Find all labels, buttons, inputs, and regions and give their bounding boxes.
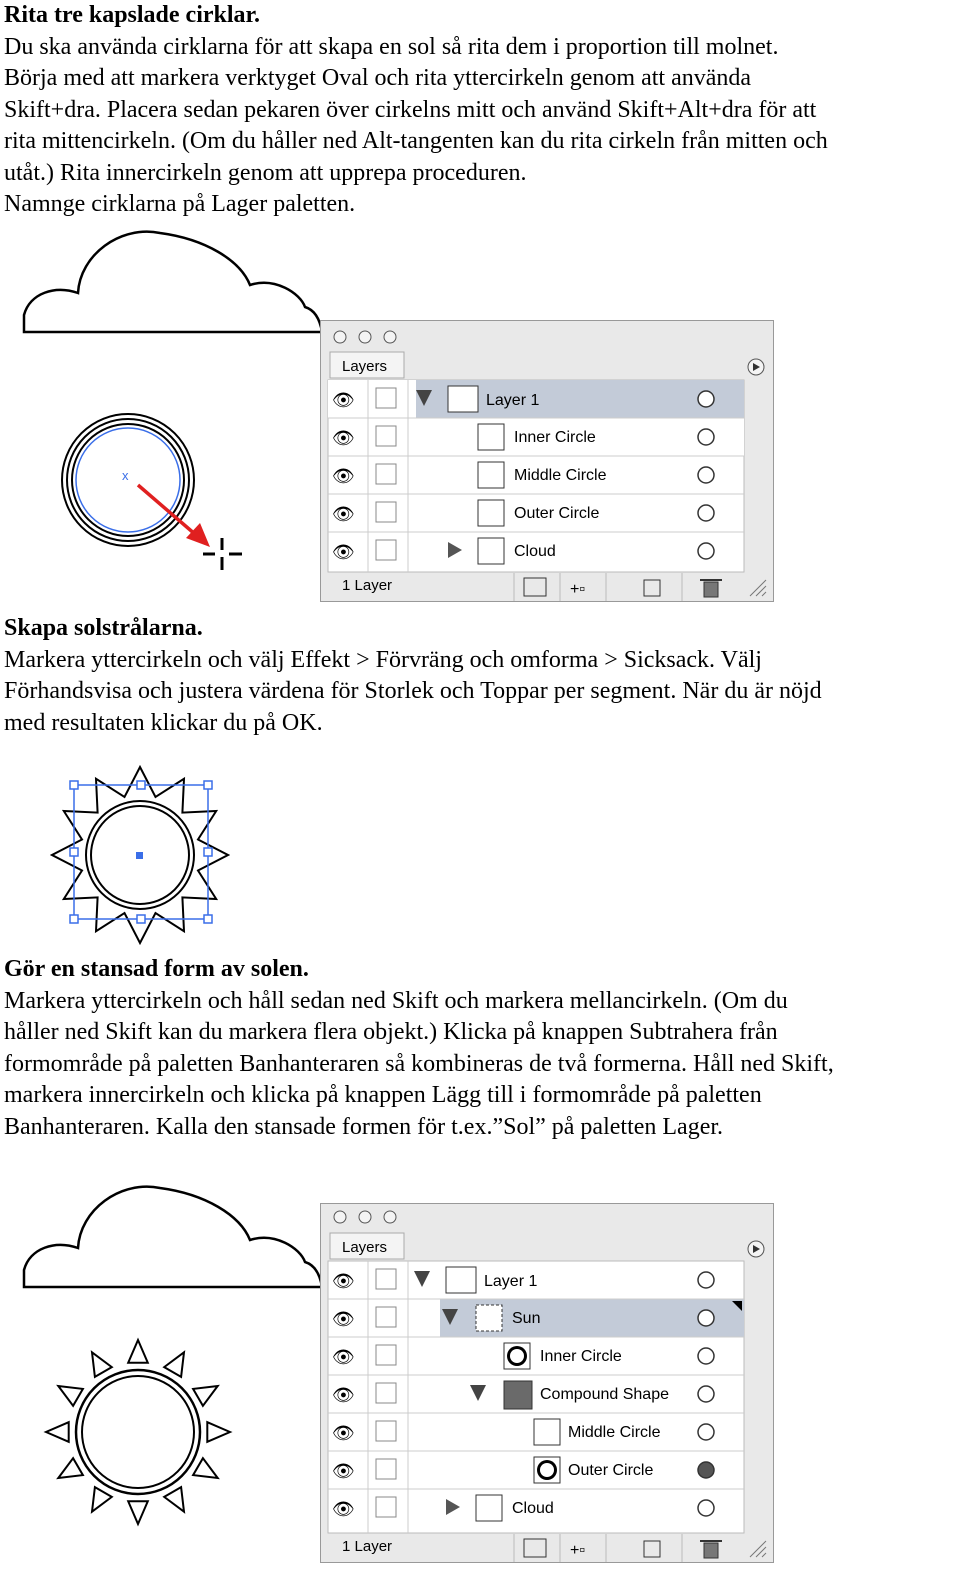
center-mark: x [122,468,129,483]
eye-icon: 👁 [332,466,355,486]
target-circle-icon[interactable] [698,1348,714,1364]
layer-row-label: Layer 1 [486,392,540,409]
window-zoom-button[interactable] [384,331,396,343]
layer-count: 1 Layer [342,1538,393,1555]
new-sublayer-icon[interactable]: +▫ [570,581,586,598]
layers-panel-1 [320,320,774,602]
eye-icon: 👁 [332,1499,355,1519]
center-point [136,852,143,859]
section-3-line: Banhanteraren. Kalla den stansade formen för t.ex.”Sol” på paletten Lager. [4,1113,724,1140]
eye-icon: 👁 [332,504,355,524]
layer-row-label: Outer Circle [568,1462,654,1479]
layer-row-label: Cloud [514,543,556,560]
sun-ray [193,1458,218,1478]
lock-toggle[interactable] [376,1307,396,1327]
handle[interactable] [70,915,78,923]
target-circle-icon[interactable] [698,543,714,559]
sun-ray [128,1501,148,1524]
section-3-line: formområde på paletten Banhanteraren så kombineras de två formerna. Håll ned Skift, [4,1050,834,1077]
cloud-shape [24,1187,322,1287]
section-2-title: Skapa solstrålarna. [4,615,203,641]
section-1-line: Du ska använda cirklarna för att skapa en sol så rita dem i proportion till molnet. [4,33,779,60]
layer-thumbnail [504,1381,532,1409]
layer-row-label: Middle Circle [514,467,607,484]
layers-panel-2 [320,1203,774,1563]
layer-thumbnail [448,386,478,412]
eye-icon: 👁 [332,1347,355,1367]
crosshair-icon [203,538,242,570]
layer-row-label: Outer Circle [514,505,600,522]
sun-ray [58,1458,83,1478]
sun-ray [193,1386,218,1406]
sun-ray [164,1487,184,1512]
layer-row-label: Cloud [512,1500,554,1517]
sun-body [76,1370,200,1494]
lock-toggle[interactable] [376,540,396,560]
eye-icon: 👁 [332,542,355,562]
layer-row-label: Middle Circle [568,1424,661,1441]
lock-toggle[interactable] [376,426,396,446]
section-1-line: Börja med att markera verktyget Oval och rita yttercirkeln genom att använda [4,65,752,91]
layer-row-label: Sun [512,1310,541,1327]
trash-icon[interactable] [704,1543,718,1558]
sun-rays [46,1340,230,1524]
layer-thumbnail [478,538,504,564]
window-controls [334,331,396,343]
eye-icon: 👁 [332,1309,355,1329]
section-3-title: Gör en stansad form av solen. [4,956,309,982]
tab-layers-label: Layers [342,1239,388,1256]
handle[interactable] [137,915,145,923]
sun-ray [164,1352,184,1377]
handle[interactable] [70,781,78,789]
section-2-line: Markera yttercirkeln och välj Effekt > Förvräng och omforma > Sicksack. Välj [4,646,762,673]
target-circle-icon[interactable] [698,1500,714,1516]
window-close-button[interactable] [334,331,346,343]
handle[interactable] [204,781,212,789]
tab-layers-label: Layers [342,358,388,375]
section-3-line: Markera yttercirkeln och håll sedan ned Skift och markera mellancirkeln. (Om du [4,987,788,1014]
target-circle-icon[interactable] [698,1272,714,1288]
sun-ray [92,1352,112,1377]
section-1 [4,0,956,221]
eye-icon: 👁 [332,1423,355,1443]
eye-icon: 👁 [332,390,355,410]
target-circle-icon[interactable] [698,1310,714,1326]
section-2-line: med resultaten klickar du på OK. [4,709,323,736]
section-1-line: utåt.) Rita innercirkeln genom att upprepa proceduren. [4,159,527,186]
sun-ray [46,1422,69,1442]
lock-toggle[interactable] [376,1421,396,1441]
handle[interactable] [204,848,212,856]
section-3-line: markera innercirkeln och klicka på knappen Lägg till i formområde på paletten [4,1082,762,1108]
sun-ray [207,1422,230,1442]
lock-toggle[interactable] [376,1269,396,1289]
handle[interactable] [137,781,145,789]
target-circle-icon[interactable] [698,1386,714,1402]
layer-thumbnail [476,1495,502,1521]
target-circle-icon[interactable] [698,467,714,483]
layer-row-label: Inner Circle [540,1348,622,1365]
layer-thumbnail [446,1267,476,1293]
eye-icon: 👁 [332,1385,355,1405]
handle[interactable] [204,915,212,923]
section-2-line: Förhandsvisa och justera värdena för Storlek och Toppar per segment. När du är nöjd [4,678,822,704]
layer-row-label: Compound Shape [540,1386,669,1403]
window-minimize-button[interactable] [359,1211,371,1223]
figure-3-drawing [0,1170,330,1570]
section-1-line: Skift+dra. Placera sedan pekaren över cirkelns mitt och använd Skift+Alt+dra för att [4,96,817,123]
figure-2-zigzag [50,765,230,945]
layer-count: 1 Layer [342,577,393,594]
section-1-line: Namnge cirklarna på Lager paletten. [4,191,356,217]
handle[interactable] [70,848,78,856]
target-circle-icon[interactable] [698,429,714,445]
lock-toggle[interactable] [376,388,396,408]
target-circle-icon[interactable] [698,505,714,521]
lock-toggle[interactable] [376,1497,396,1517]
section-3-line: håller ned Skift kan du markera flera objekt.) Klicka på knappen Subtrahera från [4,1019,778,1045]
lock-toggle[interactable] [376,502,396,522]
window-zoom-button[interactable] [384,1211,396,1223]
sun-ray [58,1386,83,1406]
target-circle-icon[interactable] [698,1424,714,1440]
figure-1-drawing [0,215,330,595]
layer-thumbnail [534,1419,560,1445]
window-minimize-button[interactable] [359,331,371,343]
section-1-line: rita mittencirkeln. (Om du håller ned Alt-tangenten kan du rita cirkeln från mitten och [4,128,828,154]
new-sublayer-icon[interactable]: +▫ [570,1542,586,1559]
lock-toggle[interactable] [376,1459,396,1479]
layer-row-label: Inner Circle [514,429,596,446]
target-circle-icon[interactable] [698,391,714,407]
layer-thumbnail [478,424,504,450]
eye-icon: 👁 [332,428,355,448]
trash-icon[interactable] [704,582,718,597]
eye-icon: 👁 [332,1271,355,1291]
target-circle-icon[interactable] [698,1462,714,1478]
sun-ray [92,1487,112,1512]
layer-thumbnail [478,462,504,488]
layer-row-label: Layer 1 [484,1273,538,1290]
window-controls [334,1211,396,1223]
section-1-title: Rita tre kapslade cirklar. [4,2,260,28]
layer-row[interactable] [328,380,744,418]
cloud-shape [24,232,322,332]
lock-toggle[interactable] [376,1345,396,1365]
eye-icon: 👁 [332,1461,355,1481]
section-3 [4,954,956,1143]
lock-toggle[interactable] [376,464,396,484]
layer-thumbnail [476,1305,502,1331]
window-close-button[interactable] [334,1211,346,1223]
layer-thumbnail [478,500,504,526]
sun-ray [128,1340,148,1363]
lock-toggle[interactable] [376,1383,396,1403]
section-2 [4,613,956,739]
